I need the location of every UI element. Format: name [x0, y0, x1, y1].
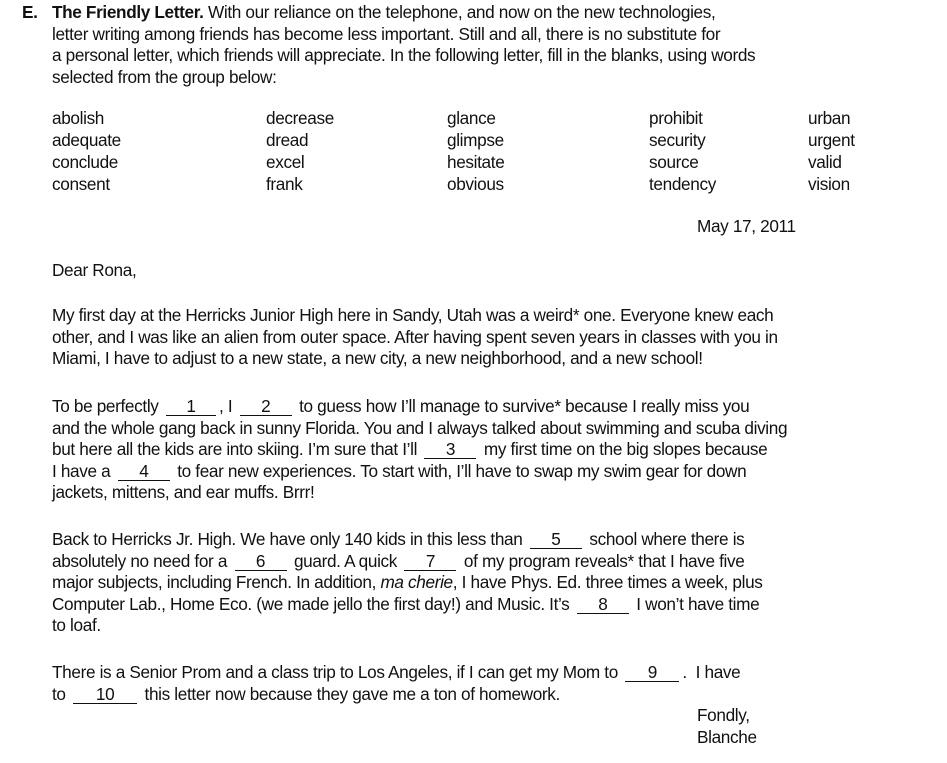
word-bank-word: prohibit	[649, 108, 703, 128]
word-bank-word: conclude	[52, 152, 119, 172]
word-bank-column	[266, 107, 334, 195]
word-bank-column	[447, 107, 504, 195]
paragraph-line: jackets, mittens, and ear muffs. Brrr!	[52, 482, 315, 503]
word-bank-word: urban	[808, 108, 851, 128]
word-bank-word: adequate	[52, 130, 121, 150]
word-bank-word: obvious	[447, 174, 504, 194]
word-bank-word: security	[649, 130, 706, 150]
instructions	[52, 2, 942, 88]
paragraph-text: Back to Herricks Jr. High. We have only 140 kids in this less than	[52, 529, 523, 549]
paragraph-text: to guess how I’ll manage to survive* because I really miss you	[299, 396, 750, 416]
blank-1[interactable]: 1	[166, 398, 216, 416]
letter-paragraph	[52, 529, 947, 637]
blank-6[interactable]: 6	[235, 553, 287, 571]
word-bank-word: abolish	[52, 108, 105, 128]
intro-text: a personal letter, which friends will appreciate. In the following letter, fill in the blanks, using words	[52, 45, 756, 66]
intro-text: selected from the group below:	[52, 66, 277, 87]
word-bank-word: dread	[266, 130, 309, 150]
word-bank-word: consent	[52, 174, 110, 194]
salutation: Dear Rona,	[52, 260, 137, 280]
intro-text: With our reliance on the telephone, and now on the new technologies,	[203, 2, 716, 22]
paragraph-text: There is a Senior Prom and a class trip to Los Angeles, if I can get my Mom to	[52, 662, 618, 682]
word-bank-word: valid	[808, 152, 842, 172]
blank-9[interactable]: 9	[625, 664, 679, 682]
blank-8[interactable]: 8	[577, 596, 629, 614]
word-bank-word: hesitate	[447, 152, 505, 172]
intro-text: letter writing among friends has become less important. Still and all, there is no substitute for	[52, 23, 721, 44]
letter-paragraph	[52, 305, 947, 370]
blank-2[interactable]: 2	[240, 398, 292, 416]
word-bank-word: urgent	[808, 130, 855, 150]
paragraph-line: and the whole gang back in sunny Florida. You and I always talked about swimming and scuba diving	[52, 417, 788, 438]
blank-7[interactable]: 7	[404, 553, 456, 571]
word-bank-word: source	[649, 152, 699, 172]
word-bank-column	[649, 107, 716, 195]
letter-date: May 17, 2011	[697, 216, 796, 236]
paragraph-text: , I	[218, 396, 233, 416]
blank-4[interactable]: 4	[118, 463, 170, 481]
closing-phrase: Fondly,	[697, 705, 750, 725]
blank-5[interactable]: 5	[530, 531, 582, 549]
paragraph-text: school where there is	[589, 529, 745, 549]
letter-paragraph	[52, 662, 947, 705]
word-bank-column	[52, 107, 121, 195]
word-bank-word: vision	[808, 174, 850, 194]
paragraph-text: guard. A quick	[293, 550, 398, 571]
letter-paragraph	[52, 396, 947, 504]
signature: Blanche	[697, 727, 757, 747]
paragraph-text: but here all the kids are into skiing. I’m sure that I’ll	[52, 439, 418, 460]
paragraph-text: to	[52, 683, 66, 704]
paragraph-text: of my program reveals* that I have five	[463, 550, 745, 571]
paragraph-text: I won’t have time	[636, 593, 760, 614]
paragraph-line: other, and I was like an alien from outer space. After having spent seven years in classes with you in	[52, 326, 778, 347]
paragraph-line: Miami, I have to adjust to a new state, a new city, a new neighborhood, and a new school!	[52, 348, 703, 369]
paragraph-text: I have a	[52, 460, 111, 481]
word-bank	[52, 107, 932, 195]
paragraph-text: to fear new experiences. To start with, I’ll have to swap my swim gear for down	[177, 460, 747, 481]
paragraph-text: , I have Phys. Ed. three times a week, plus	[452, 572, 763, 593]
word-bank-column	[808, 107, 855, 195]
paragraph-text: absolutely no need for a	[52, 550, 228, 571]
paragraph-text: this letter now because they gave me a ton of homework.	[144, 683, 560, 704]
letter-closing	[697, 705, 757, 749]
word-bank-word: decrease	[266, 108, 334, 128]
exercise-heading: The Friendly Letter.	[52, 2, 204, 22]
paragraph-line: My first day at the Herricks Junior High here in Sandy, Utah was a weird* one. Everyone knew each	[52, 305, 774, 325]
word-bank-word: tendency	[649, 174, 716, 194]
paragraph-text: my first time on the big slopes because	[483, 439, 768, 460]
paragraph-text: . I have	[682, 662, 741, 682]
paragraph-text: major subjects, including French. In addition,	[52, 572, 377, 593]
word-bank-word: frank	[266, 174, 303, 194]
word-bank-word: glance	[447, 108, 496, 128]
paragraph-line: to loaf.	[52, 615, 101, 636]
blank-3[interactable]: 3	[424, 441, 476, 459]
word-bank-word: glimpse	[447, 130, 504, 150]
paragraph-text: Computer Lab., Home Eco. (we made jello the first day!) and Music. It’s	[52, 593, 570, 614]
word-bank-word: excel	[266, 152, 305, 172]
italic-phrase: ma cherie	[380, 572, 453, 593]
section-letter: E.	[22, 2, 38, 22]
paragraph-text: To be perfectly	[52, 396, 159, 416]
blank-10[interactable]: 10	[73, 686, 137, 704]
